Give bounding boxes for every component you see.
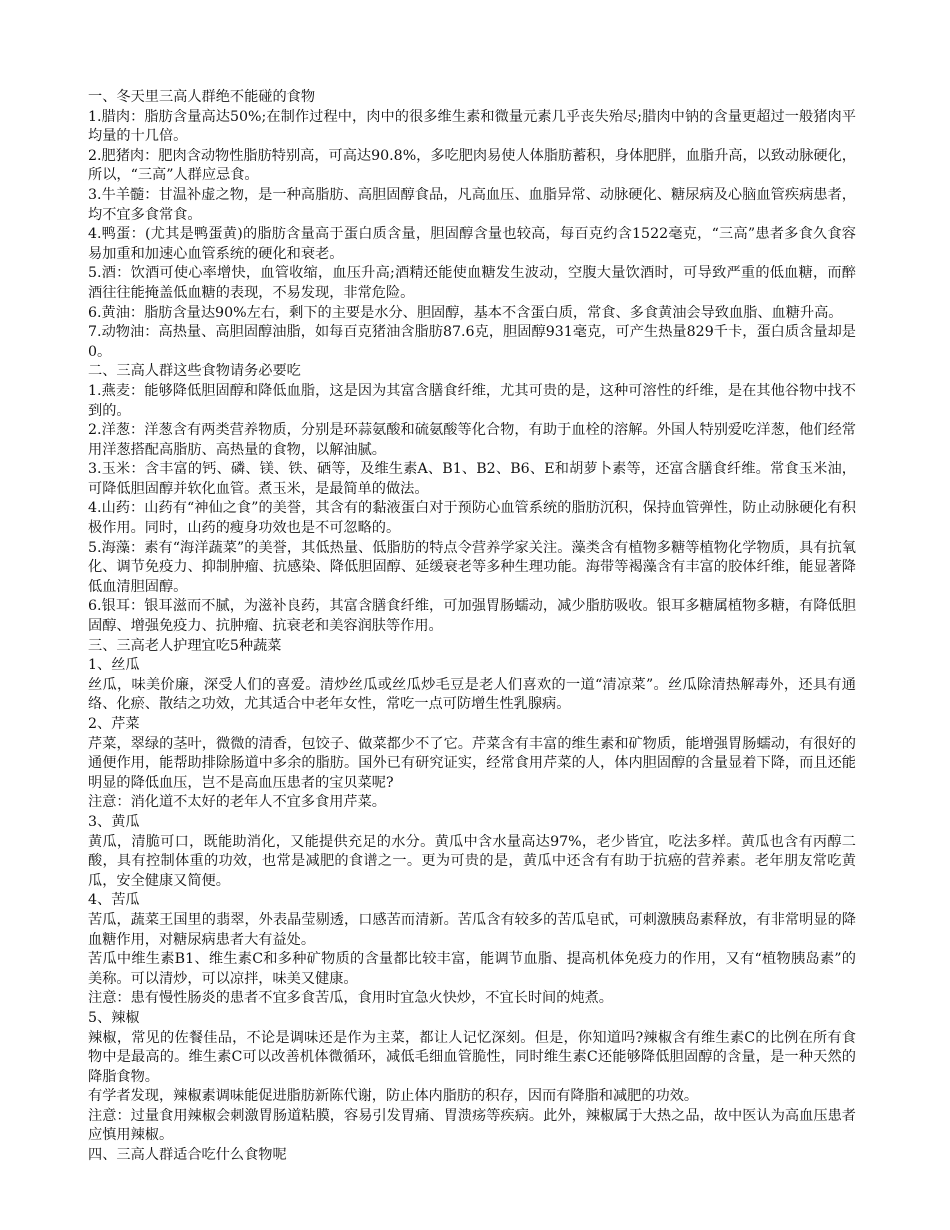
paragraph: 苦瓜中维生素B1、维生素C和多种矿物质的含量都比较丰富，能调节血脂、提高机体免疫力的作用，又有“植物胰岛素”的美称。可以清炒，可以凉拌，味美又健康。 [88,951,856,987]
note: 注意：过量食用辣椒会刺激胃肠道粘膜，容易引发胃痛、胃溃疡等疾病。此外，辣椒属于大热之品，故中医认为高血压患者应慎用辣椒。 [88,1107,856,1144]
subheading: 3、黄瓜 [88,813,140,830]
paragraph: 4.鸭蛋：(尤其是鸭蛋黄)的脂肪含量高于蛋白质含量，胆固醇含量也较高，每百克约含1522毫克，“三高”患者多食久食容易加重和加速心血管系统的硬化和衰老。 [88,226,856,262]
section-heading-2: 二、三高人群这些食物请务必要吃 [88,363,301,380]
paragraph: 5.酒：饮酒可使心率增快，血管收缩，血压升高;酒精还能使血糖发生波动，空腹大量饮酒时，可导致严重的低血糖，而醉酒往往能掩盖低血糖的表现，不易发现，非常危险。 [88,265,856,301]
subheading: 5、辣椒 [88,1009,140,1026]
paragraph: 6.黄油：脂肪含量达90%左右，剩下的主要是水分、胆固醇，基本不含蛋白质，常食、多食黄油会导致血脂、血糖升高。 [88,304,843,321]
paragraph: 5.海藻：素有“海洋蔬菜”的美誉，其低热量、低脂肪的特点令营养学家关注。藻类含有植物多糖等植物化学物质，具有抗氧化、调节免疫力、抑制肿瘤、抗感染、降低胆固醇、延缓衰老等多种生理功能。海带等褐藻含有丰富的胶体纤维，能显著降低血清胆固醇。 [88,539,856,595]
paragraph: 1.燕麦：能够降低胆固醇和降低血脂，这是因为其富含膳食纤维，尤其可贵的是，这种可溶性的纤维，是在其他谷物中找不到的。 [88,382,856,419]
paragraph: 1.腊肉：脂肪含量高达50%;在制作过程中，肉中的很多维生素和微量元素几乎丧失殆尽;腊肉中钠的含量更超过一般猪肉平均量的十几倍。 [88,108,856,145]
paragraph: 有学者发现，辣椒素调味能促进脂肪新陈代谢，防止体内脂肪的积存，因而有降脂和减肥的功效。 [88,1088,699,1105]
section-heading-1: 一、冬天里三高人群绝不能碰的食物 [88,89,316,105]
section-heading-3: 三、三高老人护理宜吃5种蔬菜 [88,637,282,654]
paragraph: 黄瓜，清脆可口，既能助消化，又能提供充足的水分。黄瓜中含水量高达97%，老少皆宜，吃法多样。黄瓜也含有丙醇二酸，具有控制体重的功效，也常是减肥的食谱之一。更为可贵的是，黄瓜中还含有有助于抗癌的营养素。老年朋友常吃黄瓜，安全健康又简便。 [88,833,856,889]
paragraph: 3.牛羊髓：甘温补虚之物，是一种高脂肪、高胆固醇食品，凡高血压、血脂异常、动脉硬化、糖尿病及心脑血管疾病患者，均不宜多食常食。 [88,186,856,223]
note: 注意：患有慢性肠炎的患者不宜多食苦瓜，食用时宜急火快炒，不宜长时间的炖煮。 [88,990,613,1007]
subheading: 2、芹菜 [88,716,140,732]
document-page [88,88,856,1166]
paragraph: 4.山药：山药有“神仙之食”的美誉，其含有的黏液蛋白对于预防心血管系统的脂肪沉积，保持血管弹性，防止动脉硬化有积极作用。同时，山药的瘦身功效也是不可忽略的。 [88,500,856,537]
note: 注意：消化道不太好的老年人不宜多食用芹菜。 [88,794,386,811]
paragraph: 辣椒，常见的佐餐佳品，不论是调味还是作为主菜，都让人记忆深刻。但是，你知道吗?辣椒含有维生素C的比例在所有食物中是最高的。维生素C可以改善机体微循环，减低毛细血管脆性，同时维生素C还能够降低胆固醇的含量，是一种天然的降脂食物。 [88,1029,856,1085]
paragraph: 芹菜，翠绿的茎叶，微微的清香，包饺子、做菜都少不了它。芹菜含有丰富的维生素和矿物质，能增强胃肠蠕动，有很好的通便作用，能帮助排除肠道中多余的脂肪。国外已有研究证实，经常食用芹菜的人，体内胆固醇的含量显着下降，而且还能明显的降低血压，岂不是高血压患者的宝贝菜呢? [88,735,856,791]
paragraph: 7.动物油：高热量、高胆固醇油脂，如每百克猪油含脂肪87.6克，胆固醇931毫克，可产生热量829千卡，蛋白质含量却是0。 [88,324,856,360]
subheading: 4、苦瓜 [88,892,140,909]
paragraph: 2.肥猪肉：肥肉含动物性脂肪特别高，可高达90.8%，多吃肥肉易使人体脂肪蓄积，身体肥胖，血脂升高，以致动脉硬化，所以，“三高”人群应忌食。 [88,147,856,184]
paragraph: 丝瓜，味美价廉，深受人们的喜爱。清炒丝瓜或丝瓜炒毛豆是老人们喜欢的一道“清凉菜”。丝瓜除清热解毒外，还具有通络、化瘀、散结之功效，尤其适合中老年女性，常吃一点可防增生性乳腺病。 [88,676,856,713]
paragraph: 苦瓜，蔬菜王国里的翡翠，外表晶莹剔透，口感苦而清新。苦瓜含有较多的苦瓜皂甙，可刺激胰岛素释放，有非常明显的降血糖作用，对糖尿病患者大有益处。 [88,911,856,948]
subheading: 1、丝瓜 [88,657,140,674]
paragraph: 6.银耳：银耳滋而不腻，为滋补良药，其富含膳食纤维，可加强胃肠蠕动，减少脂肪吸收。银耳多糖属植物多糖，有降低胆固醇、增强免疫力、抗肿瘤、抗衰老和美容润肤等作用。 [88,598,856,635]
paragraph: 3.玉米：含丰富的钙、磷、镁、铁、硒等，及维生素A、B1、B2、B6、E和胡萝卜素等，还富含膳食纤维。常食玉米油，可降低胆固醇并软化血管。煮玉米，是最简单的做法。 [88,461,856,497]
section-heading-4: 四、三高人群适合吃什么食物呢 [88,1147,287,1164]
paragraph: 2.洋葱：洋葱含有两类营养物质，分别是环蒜氨酸和硫氨酸等化合物，有助于血栓的溶解。外国人特别爱吃洋葱，他们经常用洋葱搭配高脂肪、高热量的食物，以解油腻。 [88,422,856,458]
